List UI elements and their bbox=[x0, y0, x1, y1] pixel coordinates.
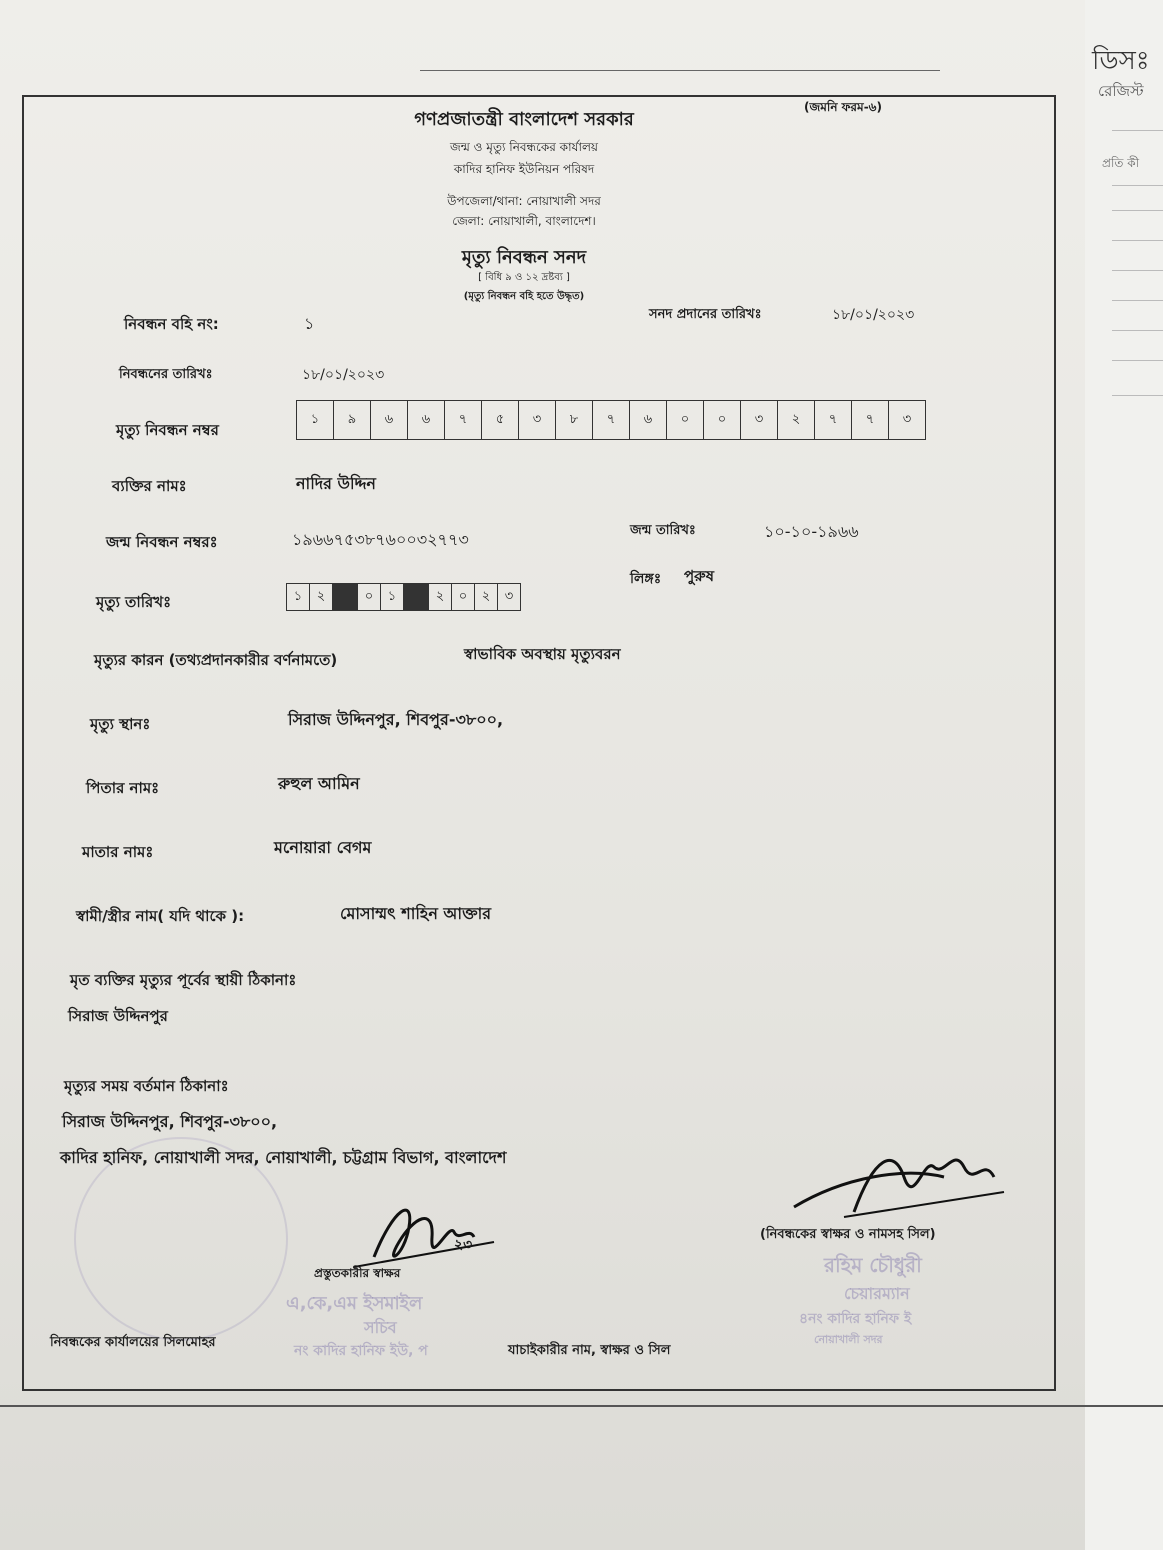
reg-digit: ১ bbox=[297, 401, 334, 439]
curr-addr-label: মৃত্যুর সময় বর্তমান ঠিকানাঃ bbox=[64, 1077, 229, 1095]
reg-digit: ৩ bbox=[902, 411, 912, 427]
office-heading: জন্ম ও মৃত্যু নিবন্ধকের কার্যালয় bbox=[450, 140, 598, 154]
death-year-digit: ৩ bbox=[504, 588, 514, 604]
reg-digit: ৯ bbox=[334, 401, 371, 439]
background-sheet-note: প্রতি কী bbox=[1102, 156, 1140, 170]
rule-reference: [ বিধি ৯ ও ১২ দ্রষ্টব্য ] bbox=[478, 272, 570, 283]
registrar-sign-label: (নিবন্ধকের স্বাক্ষর ও নামসহ সিল) bbox=[760, 1227, 936, 1242]
sign-date: ২৩ bbox=[454, 1237, 473, 1253]
preparer-signature-icon bbox=[354, 1187, 514, 1277]
seal-left-name: এ,কে,এম ইসমাইল bbox=[286, 1293, 423, 1314]
seal-right-addr: নোয়াখালী সদর bbox=[814, 1333, 883, 1346]
death-date-label: মৃত্যু তারিখঃ bbox=[96, 593, 172, 611]
name-label: ব্যক্তির নামঃ bbox=[112, 477, 187, 495]
dob-value: ১০-১০-১৯৬৬ bbox=[764, 522, 859, 541]
curr-addr-line1: সিরাজ উদ্দিনপুর, শিবপুর-৩৮০০, bbox=[62, 1112, 278, 1131]
reg-digit: ৮ bbox=[556, 401, 593, 439]
reg-digit: ৬ bbox=[630, 401, 667, 439]
death-day-digit: ২ bbox=[310, 584, 333, 610]
reg-digit: ০ bbox=[704, 401, 741, 439]
spouse-label: স্বামী/স্ত্রীর নাম( যদি থাকে ): bbox=[76, 907, 245, 925]
sex-label: লিঙ্গঃ bbox=[630, 571, 662, 587]
govt-heading: গণপ্রজাতন্ত্রী বাংলাদেশ সরকার bbox=[414, 109, 634, 130]
sex-value: পুরুষ bbox=[684, 567, 714, 585]
registrar-signature-icon bbox=[784, 1137, 1014, 1227]
upazila-heading: উপজেলা/থানা: নোয়াখালী সদর bbox=[447, 194, 601, 208]
issue-date-value: ১৮/০১/২০২৩ bbox=[832, 307, 915, 323]
perm-addr-value: সিরাজ উদ্দিনপুর bbox=[68, 1007, 168, 1025]
source-note: (মৃত্যু নিবন্ধন বহি হতে উদ্ধৃত) bbox=[463, 291, 585, 302]
reg-digit: ০ bbox=[667, 401, 704, 439]
reg-digit: ৫ bbox=[482, 401, 519, 439]
place-value: সিরাজ উদ্দিনপুর, শিবপুর-৩৮০০, bbox=[288, 710, 504, 729]
seal-left-org: নং কাদির হানিফ ইউ, প bbox=[294, 1343, 428, 1359]
death-month-digit: ০ bbox=[358, 584, 381, 610]
reg-digit: ২ bbox=[778, 401, 815, 439]
district-heading: জেলা: নোয়াখালী, বাংলাদেশ। bbox=[452, 214, 596, 228]
mother-label: মাতার নামঃ bbox=[82, 843, 154, 861]
death-date-box bbox=[286, 583, 521, 611]
seal-right-name: রহিম চৌধুরী bbox=[824, 1253, 922, 1277]
death-year-digit: ০ bbox=[452, 584, 475, 610]
spouse-value: মোসাম্মৎ শাহিন আক্তার bbox=[340, 904, 492, 923]
reg-digit: ৭ bbox=[852, 401, 889, 439]
background-sheet-title: ডিসঃ bbox=[1092, 46, 1150, 76]
cause-value: স্বাভাবিক অবস্থায় মৃত্যুবরন bbox=[464, 645, 621, 663]
reg-date-value: ১৮/০১/২০২৩ bbox=[302, 367, 385, 383]
reg-digit: ৭ bbox=[815, 401, 852, 439]
verifier-label: যাচাইকারীর নাম, স্বাক্ষর ও সিল bbox=[508, 1343, 671, 1358]
death-month-digit: ১ bbox=[381, 584, 404, 610]
certificate-title: মৃত্যু নিবন্ধন সনদ bbox=[461, 247, 587, 268]
reg-digit: ৬ bbox=[408, 401, 445, 439]
background-sheet bbox=[1080, 0, 1163, 1550]
certificate-form bbox=[22, 95, 1056, 1391]
curr-addr-line2: কাদির হানিফ, নোয়াখালী সদর, নোয়াখালী, চট্টগ্রাম বিভাগ, বাংলাদেশ bbox=[60, 1148, 507, 1167]
union-heading: কাদির হানিফ ইউনিয়ন পরিষদ bbox=[453, 162, 595, 176]
birth-reg-value: ১৯৬৬৭৫৩৮৭৬০০৩২৭৭৩ bbox=[292, 530, 469, 549]
cause-label: মৃত্যুর কারন (তথ্যপ্রদানকারীর বর্ণনামতে) bbox=[94, 651, 338, 669]
reg-digit: ৬ bbox=[371, 401, 408, 439]
mother-value: মনোয়ারা বেগম bbox=[274, 838, 372, 857]
father-label: পিতার নামঃ bbox=[86, 779, 160, 797]
form-label: (জমনি ফরম-৬) bbox=[804, 100, 882, 114]
issue-date-label: সনদ প্রদানের তারিখঃ bbox=[649, 307, 762, 322]
seal-left-title: সচিব bbox=[364, 1318, 397, 1337]
office-seal-label: নিবন্ধকের কার্যালয়ের সিলমোহর bbox=[50, 1335, 216, 1350]
reg-digit: ৭ bbox=[593, 401, 630, 439]
reg-date-label: নিবন্ধনের তারিখঃ bbox=[119, 367, 213, 382]
death-reg-no-box bbox=[296, 400, 926, 440]
name-value: নাদির উদ্দিন bbox=[296, 474, 376, 493]
perm-addr-label: মৃত ব্যক্তির মৃত্যুর পূর্বের স্থায়ী ঠিকানাঃ bbox=[70, 971, 297, 989]
seal-right-title: চেয়ারম্যান bbox=[844, 1284, 910, 1303]
death-day-digit: ১ bbox=[287, 584, 310, 610]
death-reg-no-label: মৃত্যু নিবন্ধন নম্বর bbox=[116, 421, 219, 439]
book-no-label: নিবন্ধন বহি নং: bbox=[124, 315, 219, 333]
seal-right-org: ৪নং কাদির হানিফ ই bbox=[799, 1311, 912, 1327]
death-year-digit: ২ bbox=[429, 584, 452, 610]
reg-digit: ৩ bbox=[741, 401, 778, 439]
book-no-value: ১ bbox=[304, 314, 315, 333]
place-label: মৃত্যু স্থানঃ bbox=[90, 715, 151, 733]
father-value: রুহুল আমিন bbox=[278, 774, 360, 793]
reg-digit: ৩ bbox=[519, 401, 556, 439]
background-sheet-subtitle: রেজিস্ট bbox=[1098, 82, 1144, 100]
dob-label: জন্ম তারিখঃ bbox=[630, 523, 696, 538]
birth-reg-label: জন্ম নিবন্ধন নম্বরঃ bbox=[106, 533, 218, 551]
preparer-sign-label: প্রস্তুতকারীর স্বাক্ষর bbox=[314, 1266, 401, 1280]
reg-digit: ৭ bbox=[445, 401, 482, 439]
death-year-digit: ২ bbox=[475, 584, 498, 610]
